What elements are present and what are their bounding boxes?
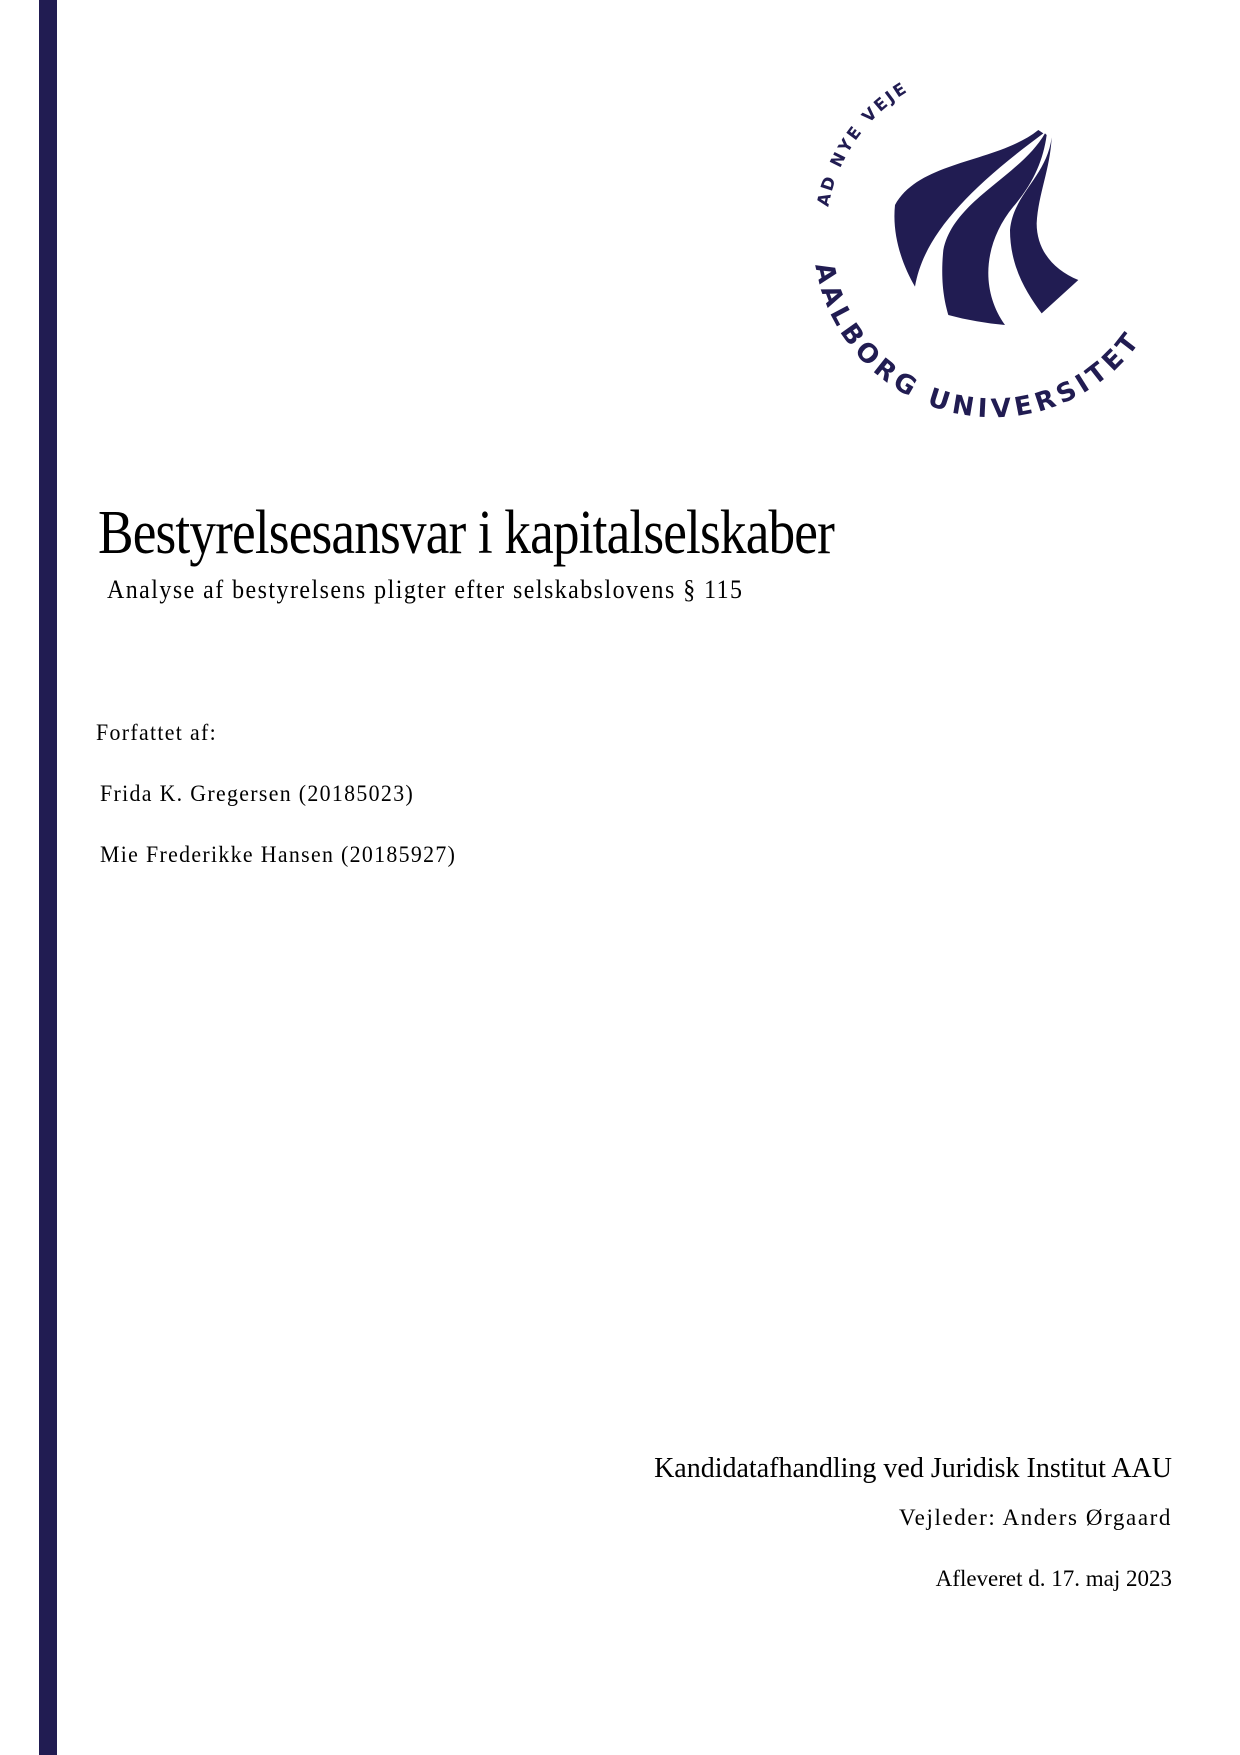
logo-motto-text: AD NYE VEJE [813, 77, 912, 209]
thesis-type: Kandidatafhandling ved Juridisk Institut AAU [654, 1453, 1172, 1484]
submission-date: Afleveret d. 17. maj 2023 [935, 1566, 1172, 1591]
logo-name-text: AALBORG UNIVERSITET [808, 259, 1148, 425]
author-1: Frida K. Gregersen (20185023) [100, 781, 415, 806]
authors-label: Forfattet af: [96, 720, 218, 745]
document-title: Bestyrelsesansvar i kapitalselskaber [98, 499, 835, 567]
aau-logo [780, 50, 1240, 430]
side-bar-decoration [39, 0, 57, 1755]
document-subtitle: Analyse af bestyrelsens pligter efter selskabslovens § 115 [107, 575, 744, 604]
author-2: Mie Frederikke Hansen (20185927) [100, 842, 457, 867]
supervisor: Vejleder: Anders Ørgaard [898, 1505, 1172, 1530]
